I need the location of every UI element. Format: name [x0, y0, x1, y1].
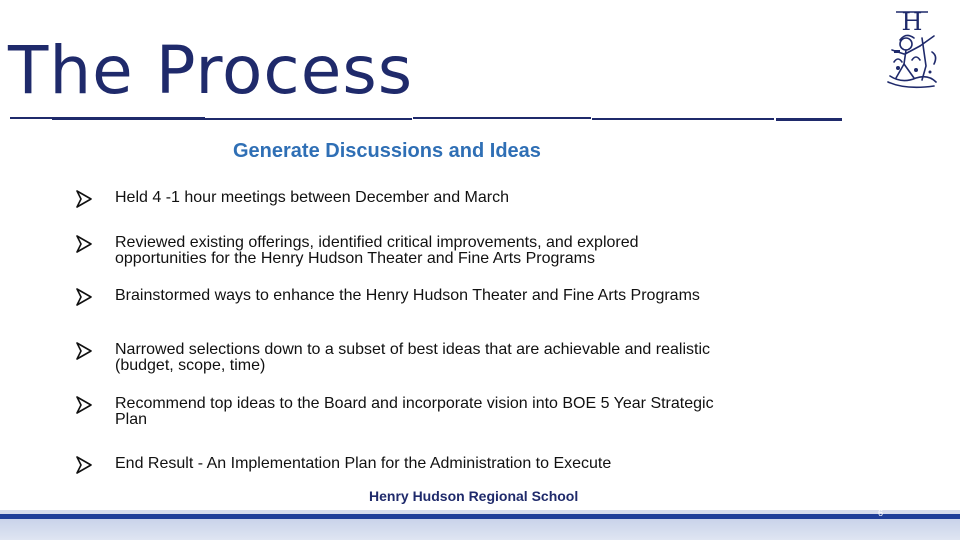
arrow-bullet-icon	[76, 288, 92, 306]
bullet-text: Narrowed selections down to a subset of best ideas that are achievable and realistic (budget, scope, time)	[115, 341, 711, 374]
page-number: 6	[878, 508, 884, 518]
arrow-bullet-icon	[76, 235, 92, 253]
slide-title: The Process	[8, 32, 414, 109]
title-underline-2	[52, 118, 412, 120]
bullet-text: Held 4 -1 hour meetings between December and March	[115, 189, 509, 206]
arrow-bullet-icon	[76, 456, 92, 474]
arrow-bullet-icon	[76, 396, 92, 414]
footer-band	[0, 510, 960, 540]
bullet-text: Recommend top ideas to the Board and incorporate vision into BOE 5 Year Strategic Plan	[115, 395, 714, 428]
title-underline-4	[592, 118, 774, 120]
crest-graphic	[876, 6, 948, 92]
logo-letter: H	[901, 8, 923, 36]
school-crest-logo	[876, 6, 948, 92]
footer-school-name: Henry Hudson Regional School	[369, 488, 579, 504]
title-underline-5	[776, 118, 842, 121]
bullet-text: End Result - An Implementation Plan for the Administration to Execute	[115, 455, 612, 472]
arrow-bullet-icon	[76, 342, 92, 360]
title-underline-3	[413, 117, 591, 119]
section-subtitle: Generate Discussions and Ideas	[233, 140, 541, 162]
arrow-bullet-icon	[76, 190, 92, 208]
bullet-text: Reviewed existing offerings, identified critical improvements, and explored opportunities for the Henry Hudson Theater and Fine Arts Programs	[115, 234, 639, 267]
bullet-text: Brainstormed ways to enhance the Henry Hudson Theater and Fine Arts Programs	[115, 287, 700, 304]
